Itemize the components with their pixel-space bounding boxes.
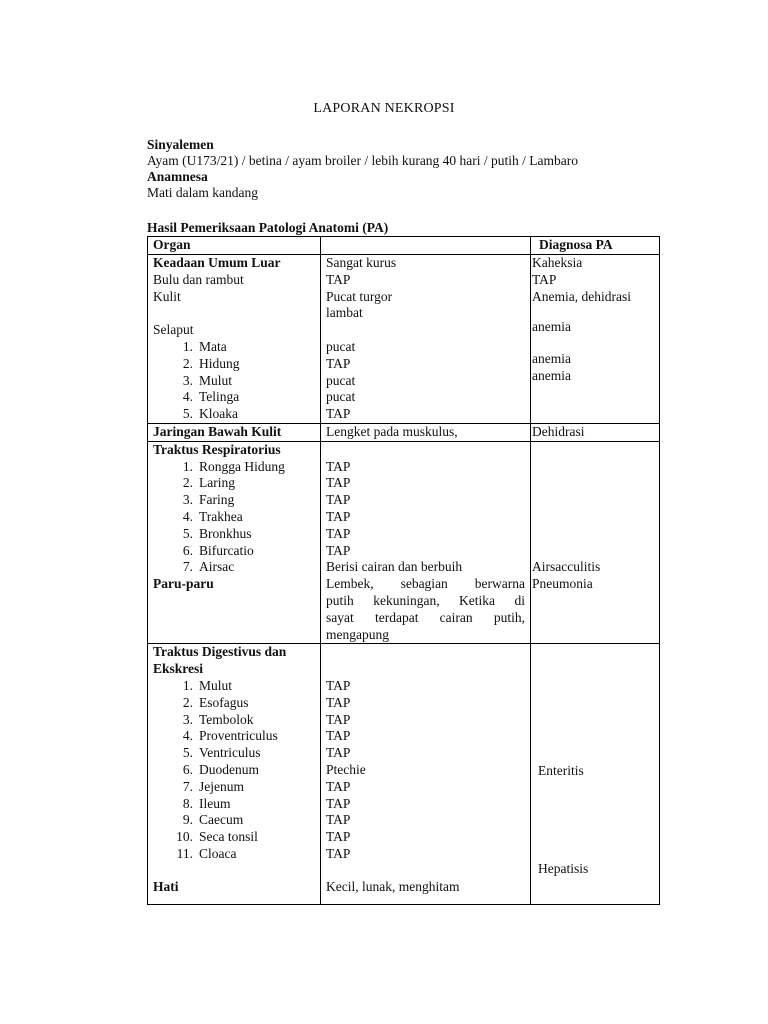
- finding-text: TAP: [326, 745, 351, 761]
- finding-text: Pucat turgor: [326, 288, 393, 304]
- finding-text: Lengket pada muskulus,: [326, 423, 458, 439]
- header-diagnosa: Diagnosa PA: [531, 237, 660, 255]
- list-item: 1. Mulut: [182, 677, 233, 693]
- organ-kulit: Kulit: [153, 288, 181, 304]
- paru-heading: Paru-paru: [153, 576, 214, 592]
- finding-cell: [321, 423, 531, 441]
- header-blank: [321, 237, 531, 255]
- finding-text: TAP: [326, 475, 351, 491]
- finding-text: TAP: [326, 271, 351, 287]
- diagnosis-cell: [531, 644, 660, 905]
- sinyalemen-text: Ayam (U173/21) / betina / ayam broiler / lebih kurang 40 hari / putih / Lambaro: [147, 153, 579, 168]
- list-item: 3. Mulut: [182, 372, 233, 388]
- pa-table: [147, 236, 660, 905]
- finding-text: TAP: [326, 795, 351, 811]
- finding-text: TAP: [326, 728, 351, 744]
- table-row-digestivus: [148, 644, 660, 905]
- diagnosis-text: anemia: [532, 350, 571, 366]
- diagnosis-text: Hepatisis: [538, 860, 589, 876]
- respiratorius-heading: Traktus Respiratorius: [153, 441, 281, 457]
- list-item: 3. Tembolok: [182, 711, 254, 727]
- table-row-jaringan: [148, 423, 660, 441]
- finding-text: TAP: [326, 508, 351, 524]
- diagnosis-text: TAP: [532, 271, 557, 287]
- finding-text: Ptechie: [326, 761, 366, 777]
- list-item: 4. Trakhea: [182, 508, 243, 524]
- diagnosis-cell: [531, 423, 660, 441]
- diagnosis-text: Kaheksia: [532, 255, 583, 270]
- list-item: 2. Laring: [182, 475, 235, 491]
- diagnosis-cell: [531, 441, 660, 644]
- finding-text: TAP: [326, 812, 351, 828]
- list-item: 4. Telinga: [182, 389, 240, 405]
- table-header-row: [148, 237, 660, 255]
- finding-text: lambat: [326, 305, 363, 321]
- finding-text: TAP: [326, 525, 351, 541]
- finding-cell: [321, 255, 531, 424]
- organ-selaput: Selaput: [153, 322, 194, 338]
- finding-text: mengapung: [326, 626, 389, 642]
- organ-cell: [148, 441, 321, 644]
- list-item: 3. Faring: [182, 492, 235, 508]
- finding-text: TAP: [326, 829, 351, 845]
- organ-cell: [148, 255, 321, 424]
- finding-text: pucat: [326, 338, 356, 354]
- jaringan-heading: Jaringan Bawah Kulit: [153, 423, 282, 439]
- list-item: 8. Ileum: [182, 795, 231, 811]
- list-item: 9. Caecum: [182, 812, 244, 828]
- finding-text: TAP: [326, 355, 351, 371]
- list-item: 10. Seca tonsil: [176, 829, 258, 845]
- finding-text: TAP: [326, 677, 351, 693]
- diagnosis-text: anemia: [532, 367, 571, 383]
- list-item: 1. Rongga Hidung: [182, 458, 285, 474]
- list-item: 5. Kloaka: [182, 406, 238, 422]
- keadaan-heading: Keadaan Umum Luar: [153, 255, 281, 270]
- list-item: 2. Hidung: [182, 355, 240, 371]
- digestivus-heading-2: Ekskresi: [153, 661, 204, 677]
- finding-text: sayat terdapat cairan putih,: [326, 609, 525, 625]
- finding-text: Sangat kurus: [326, 255, 397, 270]
- table-row-keadaan-umum: [148, 255, 660, 424]
- finding-text: TAP: [326, 845, 351, 861]
- finding-text: TAP: [326, 406, 351, 422]
- finding-text: pucat: [326, 372, 356, 388]
- finding-text: putih kekuningan, Ketika di: [326, 592, 525, 608]
- hati-heading: Hati: [153, 879, 179, 895]
- finding-text: TAP: [326, 778, 351, 794]
- sinyalemen-heading: Sinyalemen: [147, 137, 214, 152]
- list-item: 6. Duodenum: [182, 761, 259, 777]
- list-item: 7. Jejenum: [182, 778, 244, 794]
- list-item: 6. Bifurcatio: [182, 542, 254, 558]
- finding-text: TAP: [326, 694, 351, 710]
- diagnosis-text: Airsacculitis: [532, 559, 601, 575]
- diagnosis-cell: [531, 255, 660, 424]
- diagnosis-text: Anemia, dehidrasi: [532, 288, 631, 304]
- list-item: 1. Mata: [182, 338, 227, 354]
- finding-text: pucat: [326, 389, 356, 405]
- table-title: Hasil Pemeriksaan Patologi Anatomi (PA): [147, 220, 389, 235]
- anamnesa-heading: Anamnesa: [147, 169, 208, 184]
- document-title: LAPORAN NEKROPSI: [313, 101, 455, 116]
- organ-bulu: Bulu dan rambut: [153, 271, 244, 287]
- list-item: 11. Cloaca: [176, 845, 237, 861]
- list-item: 5. Ventriculus: [182, 745, 261, 761]
- finding-text: TAP: [326, 458, 351, 474]
- finding-text: TAP: [326, 711, 351, 727]
- finding-cell: [321, 644, 531, 905]
- table-row-respiratorius: [148, 441, 660, 644]
- list-item: 4. Proventriculus: [182, 728, 278, 744]
- organ-cell: [148, 423, 321, 441]
- diagnosis-text: Pneumonia: [532, 576, 593, 592]
- list-item: 7. Airsac: [182, 559, 235, 575]
- anamnesa-text: Mati dalam kandang: [147, 185, 258, 200]
- finding-text: TAP: [326, 492, 351, 508]
- organ-cell: [148, 644, 321, 905]
- list-item: 5. Bronkhus: [182, 525, 252, 541]
- diagnosis-text: anemia: [532, 319, 571, 335]
- finding-text: Kecil, lunak, menghitam: [326, 879, 460, 895]
- finding-text: TAP: [326, 542, 351, 558]
- finding-cell: [321, 441, 531, 644]
- diagnosis-text: Dehidrasi: [532, 423, 585, 439]
- finding-text: Berisi cairan dan berbuih: [326, 559, 463, 575]
- diagnosis-text: Enteritis: [538, 762, 584, 778]
- header-organ: Organ: [148, 237, 321, 255]
- list-item: 2. Esofagus: [182, 694, 249, 710]
- digestivus-heading: Traktus Digestivus dan: [153, 644, 287, 660]
- finding-text: Lembek, sebagian berwarna: [326, 576, 525, 592]
